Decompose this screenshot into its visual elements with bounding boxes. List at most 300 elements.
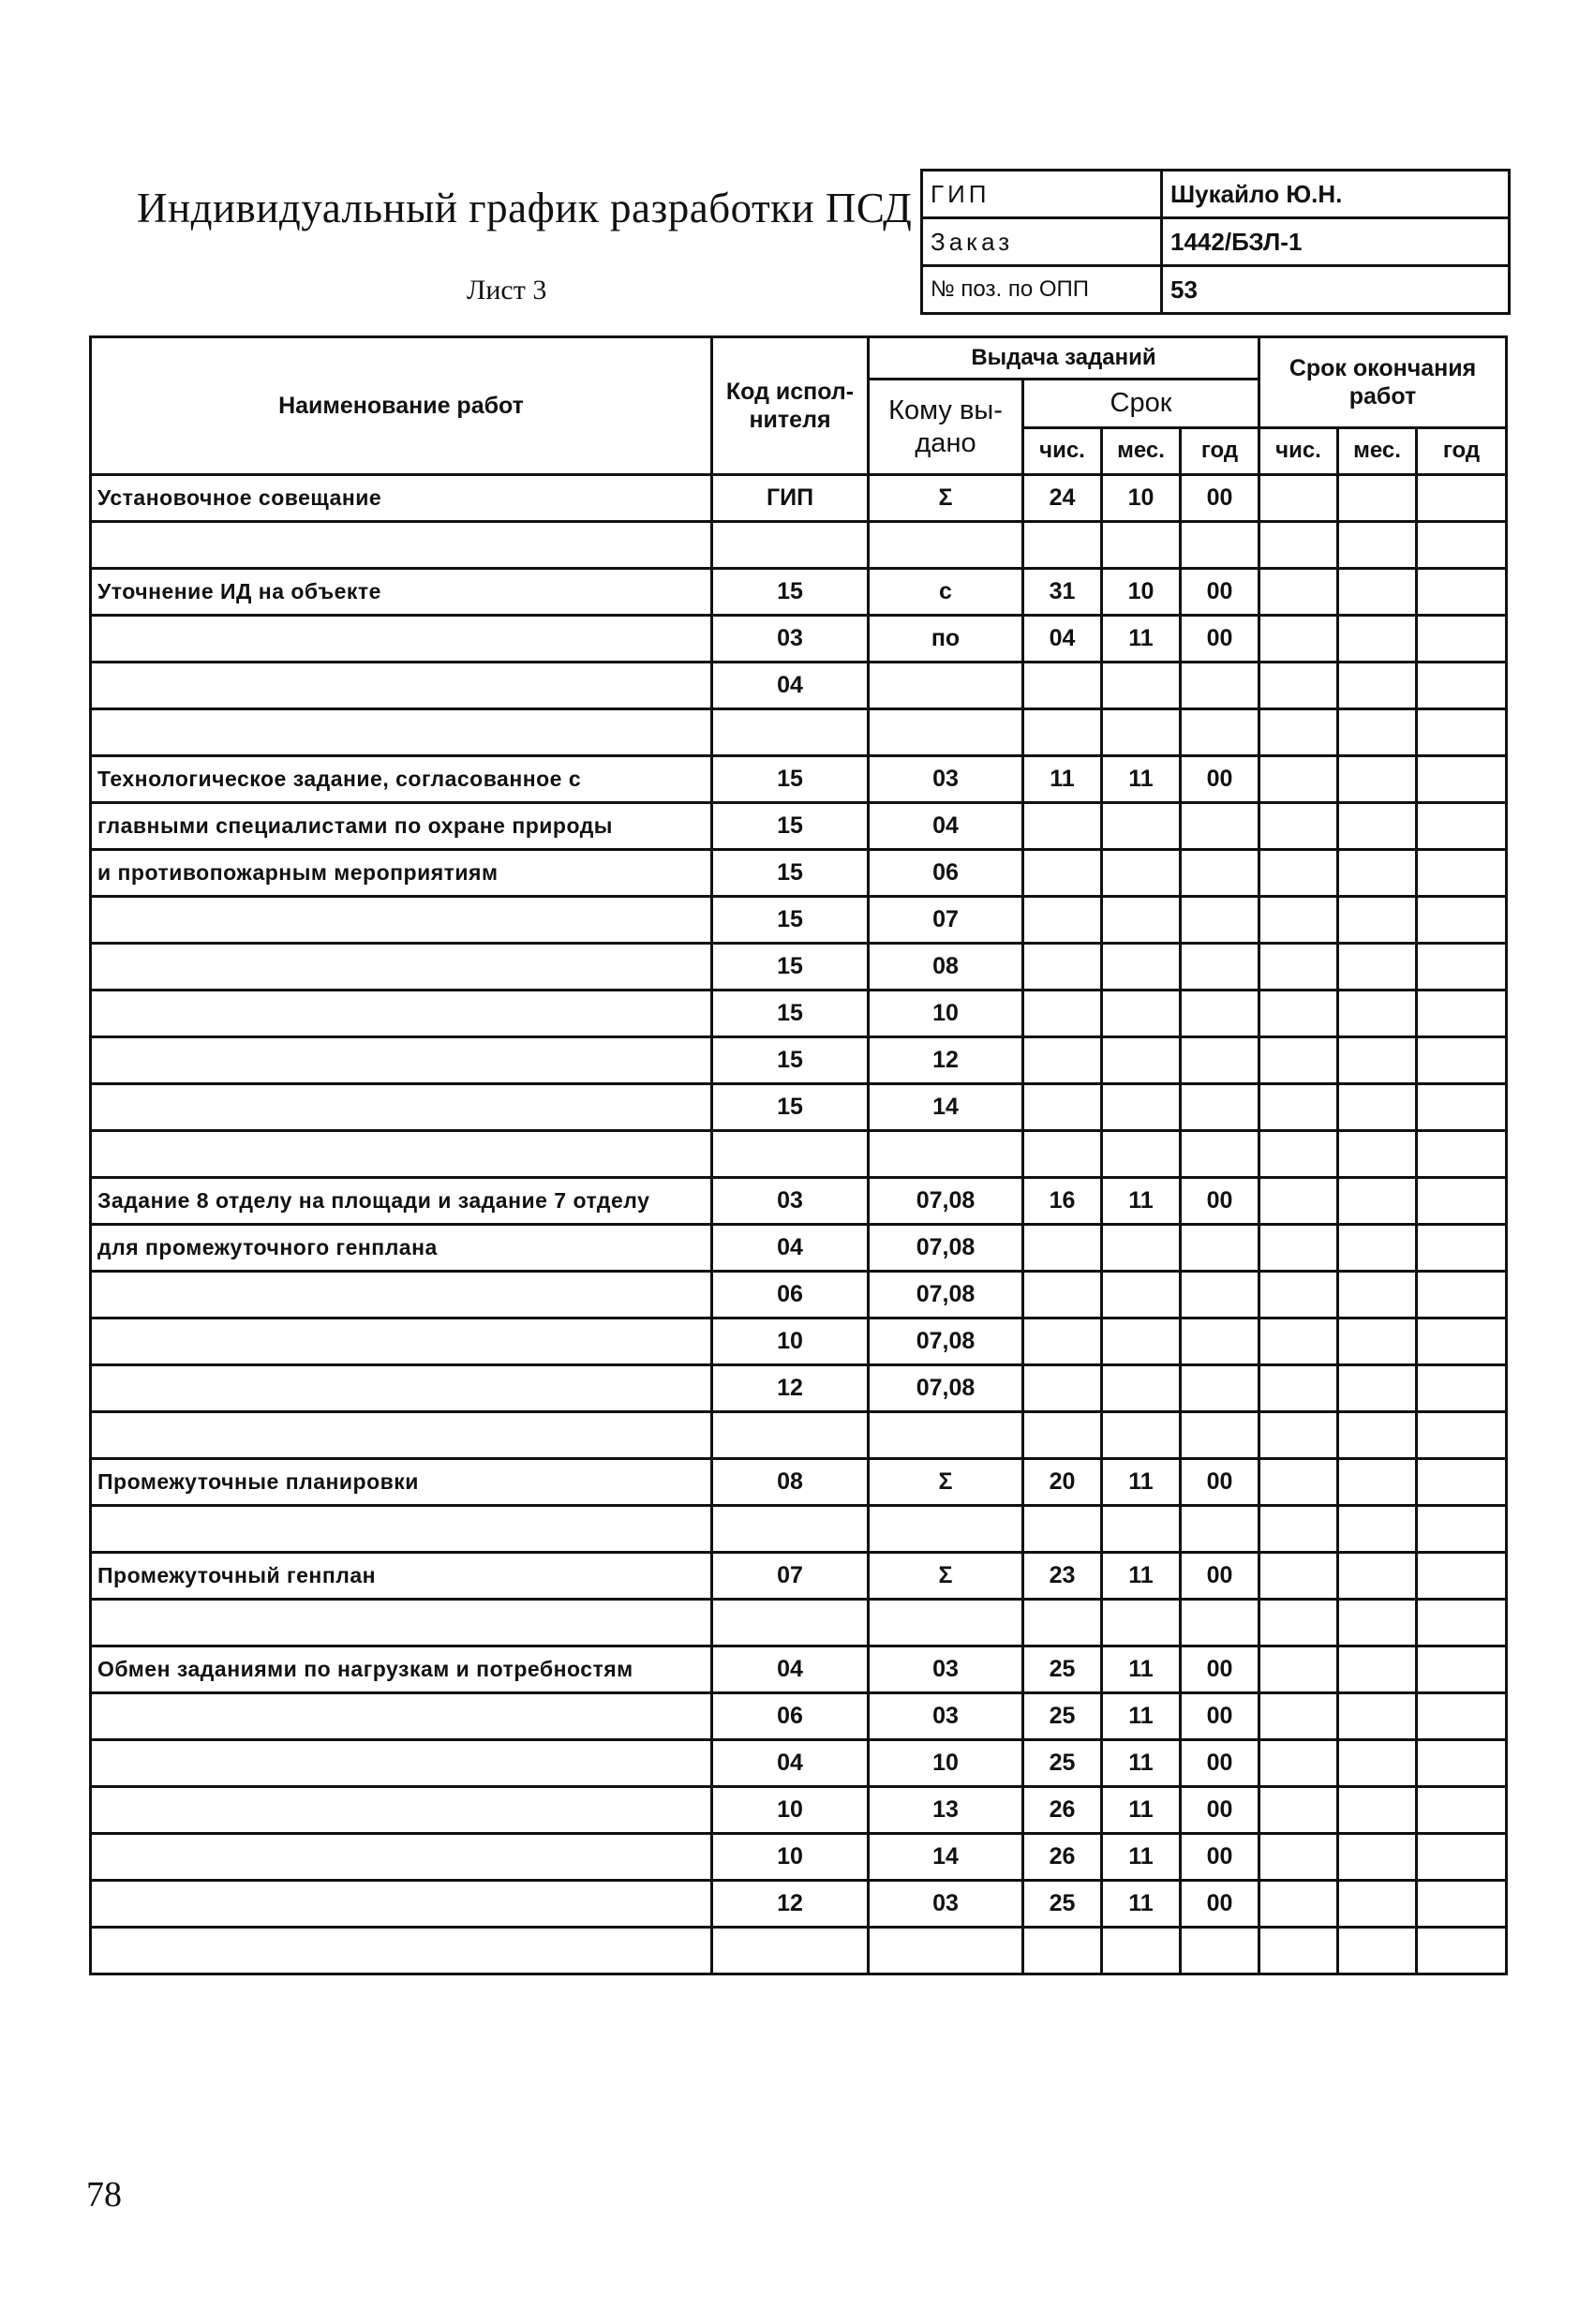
completion-year-cell (1417, 1178, 1507, 1225)
issue-month-cell (1102, 850, 1181, 897)
issue-day-cell: 20 (1023, 1459, 1102, 1506)
completion-year-cell (1417, 1225, 1507, 1272)
completion-day-cell (1259, 522, 1338, 569)
completion-year-cell (1417, 991, 1507, 1037)
executor-code-cell: 15 (712, 569, 869, 616)
work-name-cell: главными специалистами по охране природы (91, 803, 712, 850)
work-name-cell (91, 1318, 712, 1365)
project-info-box (920, 169, 1511, 315)
header-term: Срок (1023, 380, 1259, 428)
issue-year-cell: 00 (1181, 1834, 1259, 1881)
issued-to-cell (869, 1412, 1023, 1459)
issue-month-cell: 11 (1102, 1881, 1181, 1928)
table-row (91, 944, 1507, 991)
completion-month-cell (1338, 1459, 1417, 1506)
completion-month-cell (1338, 1740, 1417, 1787)
issue-day-cell: 26 (1023, 1834, 1102, 1881)
header-completion-month: мес. (1338, 428, 1417, 475)
issue-month-cell (1102, 1928, 1181, 1974)
issue-month-cell: 11 (1102, 1740, 1181, 1787)
work-name-cell (91, 522, 712, 569)
table-row (91, 663, 1507, 709)
issue-month-cell (1102, 1412, 1181, 1459)
issue-day-cell (1023, 1084, 1102, 1131)
completion-year-cell (1417, 1553, 1507, 1600)
completion-month-cell (1338, 522, 1417, 569)
work-name-cell: Промежуточный генплан (91, 1553, 712, 1600)
work-name-cell: для промежуточного генплана (91, 1225, 712, 1272)
executor-code-cell: 15 (712, 1084, 869, 1131)
table-row (91, 1600, 1507, 1646)
completion-month-cell (1338, 663, 1417, 709)
executor-code-cell: 12 (712, 1365, 869, 1412)
executor-code-cell (712, 709, 869, 756)
issue-year-cell (1181, 991, 1259, 1037)
issue-month-cell (1102, 663, 1181, 709)
issue-day-cell: 23 (1023, 1553, 1102, 1600)
issue-month-cell (1102, 944, 1181, 991)
executor-code-cell: 10 (712, 1787, 869, 1834)
header-day: чис. (1023, 428, 1102, 475)
issue-month-cell: 11 (1102, 1646, 1181, 1693)
work-name-cell (91, 1272, 712, 1318)
issued-to-cell: 04 (869, 803, 1023, 850)
executor-code-cell (712, 522, 869, 569)
completion-month-cell (1338, 1318, 1417, 1365)
table-row (91, 522, 1507, 569)
executor-code-cell (712, 1928, 869, 1974)
info-label: ГИП (922, 171, 1162, 218)
completion-year-cell (1417, 1740, 1507, 1787)
executor-code-cell: 06 (712, 1272, 869, 1318)
issue-month-cell: 11 (1102, 756, 1181, 803)
executor-code-cell: 07 (712, 1553, 869, 1600)
issued-to-cell: 07,08 (869, 1225, 1023, 1272)
issued-to-cell: 03 (869, 1646, 1023, 1693)
executor-code-cell: ГИП (712, 475, 869, 522)
completion-day-cell (1259, 1881, 1338, 1928)
issue-year-cell: 00 (1181, 1178, 1259, 1225)
issue-month-cell (1102, 991, 1181, 1037)
completion-year-cell (1417, 803, 1507, 850)
completion-year-cell (1417, 1318, 1507, 1365)
issue-year-cell (1181, 522, 1259, 569)
table-row (91, 756, 1507, 803)
completion-year-cell (1417, 709, 1507, 756)
completion-month-cell (1338, 709, 1417, 756)
issued-to-cell (869, 709, 1023, 756)
table-row (91, 897, 1507, 944)
work-name-cell: Технологическое задание, согласованное с (91, 756, 712, 803)
completion-day-cell (1259, 569, 1338, 616)
executor-code-cell: 04 (712, 1225, 869, 1272)
completion-day-cell (1259, 1225, 1338, 1272)
completion-month-cell (1338, 1600, 1417, 1646)
completion-day-cell (1259, 1740, 1338, 1787)
issue-month-cell (1102, 1084, 1181, 1131)
completion-day-cell (1259, 1928, 1338, 1974)
completion-month-cell (1338, 1646, 1417, 1693)
info-row-gip (922, 171, 1510, 218)
issue-day-cell: 25 (1023, 1646, 1102, 1693)
info-label: Заказ (922, 218, 1162, 266)
completion-year-cell (1417, 663, 1507, 709)
completion-month-cell (1338, 475, 1417, 522)
completion-month-cell (1338, 1037, 1417, 1084)
completion-day-cell (1259, 1459, 1338, 1506)
issue-day-cell (1023, 1318, 1102, 1365)
work-name-cell (91, 1740, 712, 1787)
work-name-cell (91, 1084, 712, 1131)
issue-day-cell (1023, 1131, 1102, 1178)
issue-day-cell (1023, 850, 1102, 897)
issued-to-cell (869, 663, 1023, 709)
completion-day-cell (1259, 1365, 1338, 1412)
issue-month-cell (1102, 522, 1181, 569)
completion-year-cell (1417, 1881, 1507, 1928)
issue-year-cell: 00 (1181, 1693, 1259, 1740)
table-row (91, 1131, 1507, 1178)
completion-month-cell (1338, 1272, 1417, 1318)
document-title: Индивидуальный график разработки ПСД (137, 185, 913, 231)
completion-month-cell (1338, 1178, 1417, 1225)
executor-code-cell: 12 (712, 1881, 869, 1928)
issue-day-cell: 16 (1023, 1178, 1102, 1225)
work-name-cell (91, 1506, 712, 1553)
page-number: 78 (86, 2175, 122, 2214)
issued-to-cell: 14 (869, 1834, 1023, 1881)
issue-year-cell (1181, 944, 1259, 991)
completion-day-cell (1259, 1412, 1338, 1459)
issue-year-cell (1181, 1600, 1259, 1646)
issue-year-cell (1181, 663, 1259, 709)
issued-to-cell: 03 (869, 1881, 1023, 1928)
completion-day-cell (1259, 1272, 1338, 1318)
issue-day-cell (1023, 1506, 1102, 1553)
issue-month-cell: 11 (1102, 1178, 1181, 1225)
table-row (91, 569, 1507, 616)
completion-day-cell (1259, 1600, 1338, 1646)
work-name-cell (91, 1787, 712, 1834)
issue-year-cell (1181, 897, 1259, 944)
completion-year-cell (1417, 1131, 1507, 1178)
table-row (91, 1646, 1507, 1693)
issue-day-cell (1023, 897, 1102, 944)
issue-month-cell: 10 (1102, 569, 1181, 616)
table-row (91, 1787, 1507, 1834)
info-value: 53 (1162, 266, 1510, 314)
completion-month-cell (1338, 1928, 1417, 1974)
issued-to-cell (869, 1131, 1023, 1178)
completion-day-cell (1259, 1084, 1338, 1131)
executor-code-cell: 15 (712, 991, 869, 1037)
table-row (91, 1693, 1507, 1740)
issue-day-cell (1023, 1365, 1102, 1412)
table-row (91, 616, 1507, 663)
table-row (91, 1272, 1507, 1318)
completion-month-cell (1338, 1131, 1417, 1178)
issue-day-cell: 04 (1023, 616, 1102, 663)
completion-day-cell (1259, 1178, 1338, 1225)
issued-to-cell: Σ (869, 1553, 1023, 1600)
table-row (91, 1928, 1507, 1974)
table-row (91, 475, 1507, 522)
completion-year-cell (1417, 522, 1507, 569)
issue-year-cell (1181, 1365, 1259, 1412)
completion-month-cell (1338, 1506, 1417, 1553)
issue-year-cell (1181, 850, 1259, 897)
work-name-cell: и противопожарным мероприятиям (91, 850, 712, 897)
issue-day-cell: 25 (1023, 1740, 1102, 1787)
issued-to-cell: 06 (869, 850, 1023, 897)
issue-year-cell (1181, 1037, 1259, 1084)
completion-month-cell (1338, 1881, 1417, 1928)
work-name-cell: Промежуточные планировки (91, 1459, 712, 1506)
header-row-1 (91, 337, 1507, 380)
issue-month-cell (1102, 803, 1181, 850)
issue-day-cell: 25 (1023, 1693, 1102, 1740)
work-name-cell: Задание 8 отделу на площади и задание 7 отделу (91, 1178, 712, 1225)
issued-to-cell (869, 522, 1023, 569)
executor-code-cell: 03 (712, 616, 869, 663)
issue-year-cell: 00 (1181, 1553, 1259, 1600)
work-name-cell (91, 1600, 712, 1646)
issue-year-cell (1181, 709, 1259, 756)
completion-month-cell (1338, 944, 1417, 991)
completion-year-cell (1417, 1834, 1507, 1881)
issued-to-cell: 03 (869, 756, 1023, 803)
completion-year-cell (1417, 1506, 1507, 1553)
completion-month-cell (1338, 1365, 1417, 1412)
issue-month-cell: 11 (1102, 1459, 1181, 1506)
issued-to-cell: 07,08 (869, 1365, 1023, 1412)
work-name-cell (91, 897, 712, 944)
header-executor-code: Код испол-нителя (712, 337, 869, 475)
issued-to-cell (869, 1506, 1023, 1553)
work-name-cell (91, 1365, 712, 1412)
executor-code-cell: 15 (712, 944, 869, 991)
issue-year-cell (1181, 1506, 1259, 1553)
completion-year-cell (1417, 1459, 1507, 1506)
completion-month-cell (1338, 1084, 1417, 1131)
completion-day-cell (1259, 897, 1338, 944)
header-task-issue: Выдача заданий (869, 337, 1259, 380)
issue-day-cell (1023, 1412, 1102, 1459)
issue-year-cell: 00 (1181, 1646, 1259, 1693)
issue-day-cell (1023, 1928, 1102, 1974)
issue-month-cell (1102, 1131, 1181, 1178)
executor-code-cell (712, 1506, 869, 1553)
issued-to-cell: 14 (869, 1084, 1023, 1131)
table-row (91, 1178, 1507, 1225)
issue-day-cell (1023, 663, 1102, 709)
info-value: Шукайло Ю.Н. (1162, 171, 1510, 218)
completion-year-cell (1417, 475, 1507, 522)
table-row (91, 1881, 1507, 1928)
completion-year-cell (1417, 897, 1507, 944)
completion-month-cell (1338, 991, 1417, 1037)
completion-year-cell (1417, 1365, 1507, 1412)
table-row (91, 1037, 1507, 1084)
issue-day-cell (1023, 1272, 1102, 1318)
completion-year-cell (1417, 569, 1507, 616)
issue-year-cell: 00 (1181, 569, 1259, 616)
issue-year-cell (1181, 1272, 1259, 1318)
issue-month-cell (1102, 1365, 1181, 1412)
completion-day-cell (1259, 803, 1338, 850)
issue-year-cell (1181, 803, 1259, 850)
completion-day-cell (1259, 475, 1338, 522)
issue-day-cell: 11 (1023, 756, 1102, 803)
completion-day-cell (1259, 1131, 1338, 1178)
completion-year-cell (1417, 1928, 1507, 1974)
issue-month-cell: 11 (1102, 1553, 1181, 1600)
issue-month-cell (1102, 1225, 1181, 1272)
issued-to-cell: 08 (869, 944, 1023, 991)
header-completion-year: год (1417, 428, 1507, 475)
issue-year-cell: 00 (1181, 1459, 1259, 1506)
issue-year-cell (1181, 1225, 1259, 1272)
completion-month-cell (1338, 1834, 1417, 1881)
issued-to-cell: Σ (869, 475, 1023, 522)
issue-month-cell: 11 (1102, 1834, 1181, 1881)
executor-code-cell: 15 (712, 897, 869, 944)
completion-day-cell (1259, 944, 1338, 991)
executor-code-cell: 15 (712, 1037, 869, 1084)
work-name-cell (91, 1037, 712, 1084)
work-name-cell (91, 1131, 712, 1178)
table-row (91, 1740, 1507, 1787)
issue-day-cell (1023, 1600, 1102, 1646)
issued-to-cell: Σ (869, 1459, 1023, 1506)
completion-year-cell (1417, 1600, 1507, 1646)
issued-to-cell: 10 (869, 991, 1023, 1037)
schedule-body (91, 475, 1507, 1974)
work-name-cell (91, 1834, 712, 1881)
work-name-cell (91, 991, 712, 1037)
completion-year-cell (1417, 944, 1507, 991)
header-year: год (1181, 428, 1259, 475)
issue-month-cell (1102, 1037, 1181, 1084)
work-name-cell: Обмен заданиями по нагрузкам и потребностям (91, 1646, 712, 1693)
executor-code-cell (712, 1131, 869, 1178)
issued-to-cell: 12 (869, 1037, 1023, 1084)
issue-year-cell (1181, 1084, 1259, 1131)
issue-month-cell (1102, 1506, 1181, 1553)
issue-day-cell (1023, 709, 1102, 756)
issue-day-cell: 25 (1023, 1881, 1102, 1928)
header-completion-term: Срок окончания работ (1259, 337, 1507, 428)
executor-code-cell: 06 (712, 1693, 869, 1740)
completion-year-cell (1417, 1412, 1507, 1459)
completion-year-cell (1417, 1272, 1507, 1318)
completion-day-cell (1259, 709, 1338, 756)
issue-day-cell (1023, 803, 1102, 850)
schedule-table (89, 335, 1508, 1975)
table-row (91, 1834, 1507, 1881)
completion-month-cell (1338, 850, 1417, 897)
executor-code-cell: 08 (712, 1459, 869, 1506)
executor-code-cell: 15 (712, 756, 869, 803)
issued-to-cell: 10 (869, 1740, 1023, 1787)
issue-year-cell: 00 (1181, 1787, 1259, 1834)
executor-code-cell: 10 (712, 1318, 869, 1365)
info-value: 1442/БЗЛ-1 (1162, 218, 1510, 266)
header-issued-to: Кому вы-дано (869, 380, 1023, 475)
table-row (91, 803, 1507, 850)
completion-day-cell (1259, 663, 1338, 709)
completion-month-cell (1338, 1225, 1417, 1272)
header-work-name: Наименование работ (91, 337, 712, 475)
sheet-label: Лист 3 (467, 275, 547, 305)
info-row-order (922, 218, 1510, 266)
executor-code-cell (712, 1600, 869, 1646)
work-name-cell (91, 1881, 712, 1928)
completion-day-cell (1259, 1693, 1338, 1740)
executor-code-cell (712, 1412, 869, 1459)
completion-day-cell (1259, 1646, 1338, 1693)
issue-day-cell (1023, 522, 1102, 569)
issue-month-cell (1102, 1272, 1181, 1318)
executor-code-cell: 04 (712, 663, 869, 709)
completion-day-cell (1259, 850, 1338, 897)
table-row (91, 1459, 1507, 1506)
table-row (91, 1506, 1507, 1553)
work-name-cell (91, 663, 712, 709)
completion-day-cell (1259, 1787, 1338, 1834)
table-row (91, 1412, 1507, 1459)
work-name-cell (91, 709, 712, 756)
issue-day-cell: 31 (1023, 569, 1102, 616)
issue-day-cell (1023, 944, 1102, 991)
completion-day-cell (1259, 991, 1338, 1037)
issued-to-cell: 07,08 (869, 1272, 1023, 1318)
table-row (91, 1365, 1507, 1412)
completion-month-cell (1338, 756, 1417, 803)
work-name-cell (91, 944, 712, 991)
issued-to-cell (869, 1928, 1023, 1974)
issue-month-cell (1102, 897, 1181, 944)
completion-month-cell (1338, 1553, 1417, 1600)
work-name-cell: Уточнение ИД на объекте (91, 569, 712, 616)
work-name-cell (91, 1693, 712, 1740)
completion-day-cell (1259, 1506, 1338, 1553)
completion-day-cell (1259, 1834, 1338, 1881)
completion-day-cell (1259, 1553, 1338, 1600)
issue-month-cell: 11 (1102, 1693, 1181, 1740)
issue-year-cell (1181, 1412, 1259, 1459)
completion-day-cell (1259, 1318, 1338, 1365)
completion-day-cell (1259, 1037, 1338, 1084)
table-row (91, 1318, 1507, 1365)
completion-year-cell (1417, 1037, 1507, 1084)
work-name-cell (91, 1412, 712, 1459)
issue-year-cell (1181, 1318, 1259, 1365)
completion-year-cell (1417, 1693, 1507, 1740)
issue-day-cell (1023, 991, 1102, 1037)
issued-to-cell: 13 (869, 1787, 1023, 1834)
issue-day-cell: 24 (1023, 475, 1102, 522)
completion-month-cell (1338, 569, 1417, 616)
issue-month-cell: 11 (1102, 616, 1181, 663)
issue-day-cell: 26 (1023, 1787, 1102, 1834)
table-row (91, 1553, 1507, 1600)
issued-to-cell: 03 (869, 1693, 1023, 1740)
completion-day-cell (1259, 616, 1338, 663)
completion-year-cell (1417, 1787, 1507, 1834)
completion-day-cell (1259, 756, 1338, 803)
completion-year-cell (1417, 1084, 1507, 1131)
